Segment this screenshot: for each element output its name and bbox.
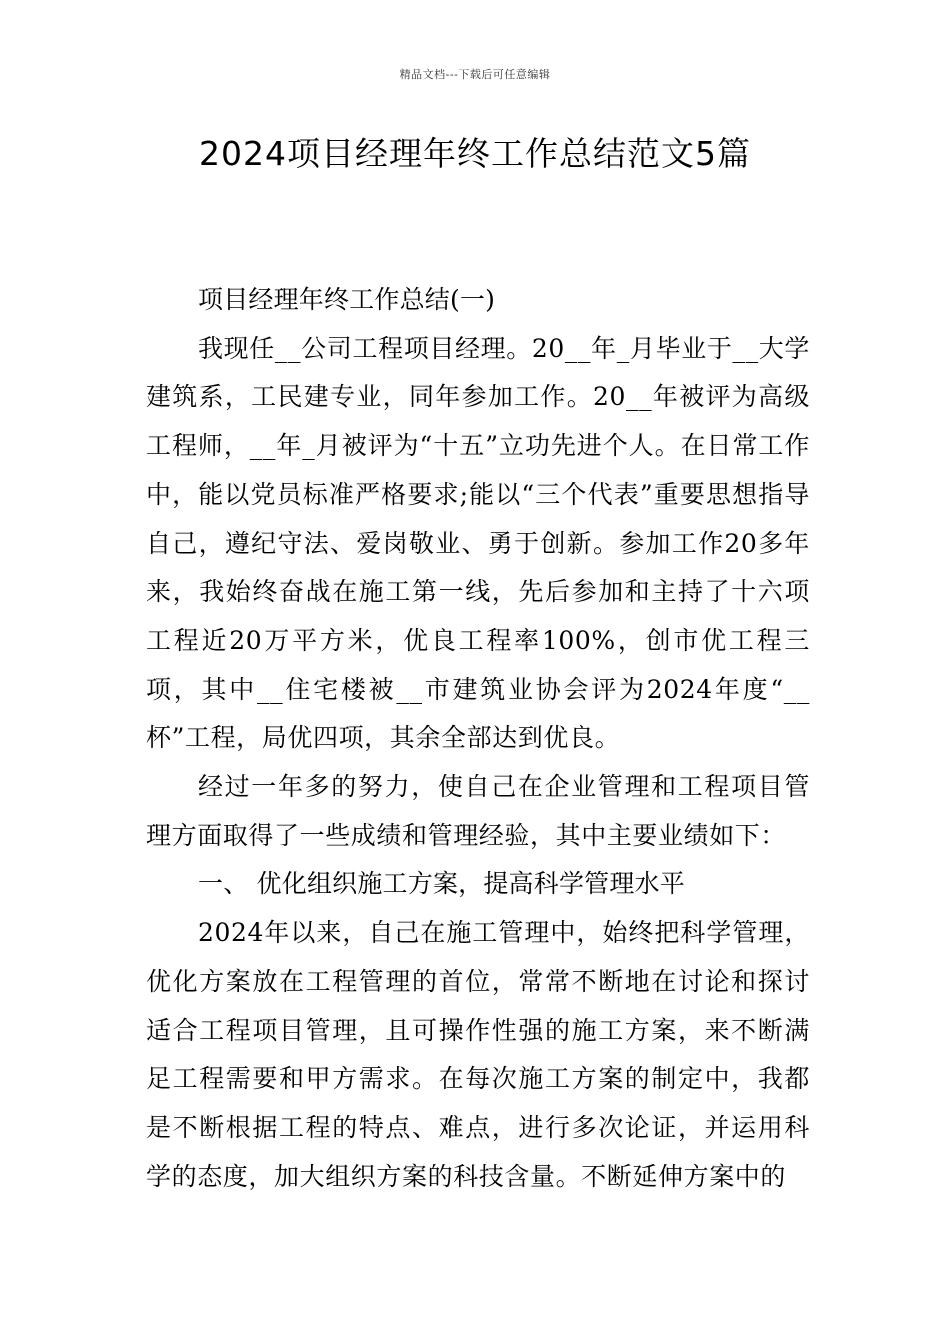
section-heading: 项目经理年终工作总结(一) — [198, 285, 496, 314]
document-title: 2024项目经理年终工作总结范文5篇 — [199, 134, 751, 173]
paragraph: 2024年以来，自己在施工管理中，始终把科学管理，优化方案放在工程管理的首位，常常不断地在讨论和探讨适合工程项目管理，且可操作性强的施工方案，来不断满足工程需要和甲方需求。在每次施工方案的制定中，我都是不断根据工程的特点、难点，进行多次论证，并运用科学的态度，加大组织方案的科技含量。不断延伸方案中的 — [146, 918, 810, 1191]
paragraph: 经过一年多的努力，使自己在企业管理和工程项目管理方面取得了一些成绩和管理经验，其中主要业绩如下： — [146, 772, 810, 850]
paragraph: 我现任__公司工程项目经理。20__年_月毕业于__大学建筑系，工民建专业，同年参加工作。20__年被评为高级工程师，__年_月被评为“十五”立功先进个人。在日常工作中，能以党员标准严格要求;能以“三个代表”重要思想指导自己，遵纪守法、爱岗敬业、勇于创新。参加工作20多年来，我始终奋战在施工第一线，先后参加和主持了十六项工程近20万平方米，优良工程率100%，创市优工程三项，其中__住宅楼被__市建筑业协会评为2024年度“__杯”工程，局优四项，其余全部达到优良。 — [146, 333, 810, 753]
header-note: 精品文档---下载后可任意编辑 — [399, 68, 551, 81]
subsection-heading: 一、 优化组织施工方案，提高科学管理水平 — [198, 869, 685, 899]
document-body — [146, 276, 810, 1201]
